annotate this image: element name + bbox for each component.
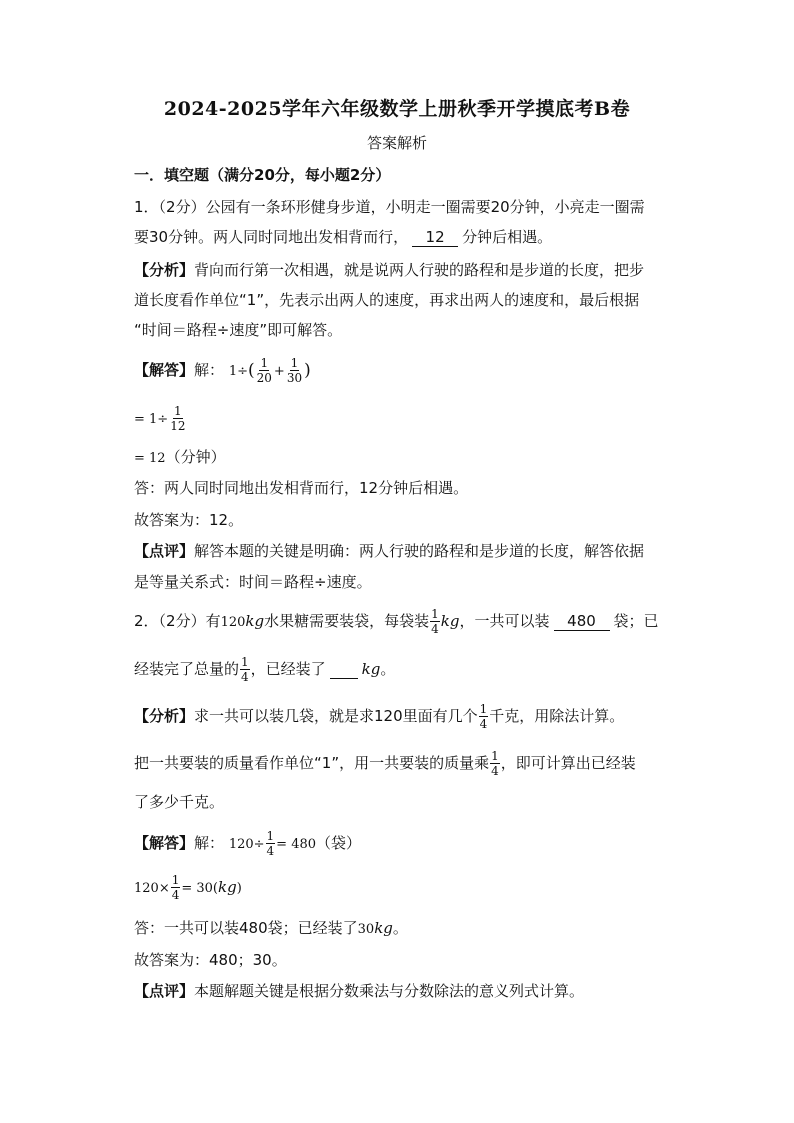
solution-tag: 【解答】 <box>134 361 195 379</box>
fraction-1-30: $\frac{1}{30}$ <box>286 356 303 385</box>
q1-final-answer: 故答案为：12。 <box>134 511 244 529</box>
q1-solution-eq2: = 1÷ $\frac{1}{12}$ <box>134 404 186 433</box>
page-title: 2024-2025学年六年级数学上册秋季开学摸底考B卷 <box>163 98 631 120</box>
comment-tag: 【点评】 <box>134 542 195 560</box>
q2-answer-blank-1: 480 <box>554 612 610 631</box>
q1-line-1: 1．（2分）公园有一条环形健身步道，小明走一圈需要20分钟，小亮走一圈需 <box>134 198 645 216</box>
solution-tag: 【解答】 <box>134 834 195 852</box>
q1-analysis-1: 【分析】背向而行第一次相遇，就是说两人行驶的路程和是步道的长度，把步 <box>134 261 645 279</box>
fraction-1-4: $\frac{1}{4}$ <box>479 702 488 731</box>
q1-solution-eq3: = 12（分钟） <box>134 448 226 466</box>
fraction-1-12: $\frac{1}{12}$ <box>170 404 186 433</box>
q2-analysis-3: 了多少千克。 <box>134 793 225 811</box>
q2-line-1: 2．（2分）有120kg水果糖需要装袋，每袋装 $\frac{1}{4}$ kg，一共可以装 480 袋；已 <box>134 607 659 636</box>
q1-line-2: 要30分钟。两人同时同地出发相背而行， 12 分钟后相遇。 <box>134 228 553 246</box>
q2-solution-eq2: 120× $\frac{1}{4}$ = 30(kg) <box>134 873 242 902</box>
q2-analysis-1: 【分析】求一共可以装几袋，就是求120里面有几个 $\frac{1}{4}$ 千克，用除法计算。 <box>134 702 625 731</box>
q2-analysis-2: 把一共要装的质量看作单位“1”，用一共要装的质量乘 $\frac{1}{4}$ ，即可计算出已经装 <box>134 749 636 778</box>
fraction-1-4: $\frac{1}{4}$ <box>431 607 439 636</box>
q1-analysis-2: 道长度看作单位“1”，先表示出两人的速度，再求出两人的速度和，最后根据 <box>134 291 640 309</box>
fraction-1-4: $\frac{1}{4}$ <box>266 829 275 858</box>
q1-answer-line: 答：两人同时同地出发相背而行，12分钟后相遇。 <box>134 479 469 497</box>
comment-tag: 【点评】 <box>134 982 195 1000</box>
q2-final-answer: 故答案为：480；30。 <box>134 951 287 969</box>
fraction-1-20: $\frac{1}{20}$ <box>256 356 272 385</box>
q1-answer-blank: 12 <box>412 228 458 247</box>
analysis-tag: 【分析】 <box>134 707 195 725</box>
page-subtitle: 答案解析 <box>366 134 427 152</box>
q2-line-2: 经装完了总量的 $\frac{1}{4}$ ，已经装了 kg。 <box>134 655 396 684</box>
q1-comment-2: 是等量关系式：时间＝路程÷速度。 <box>134 573 372 591</box>
q1-solution-eq1: 【解答】解： 1÷( $\frac{1}{20}$ + $\frac{1}{30}$ ) <box>134 356 311 385</box>
q2-answer-blank-2 <box>330 660 358 679</box>
analysis-tag: 【分析】 <box>134 261 195 279</box>
q2-answer-line: 答：一共可以装480袋；已经装了30kg。 <box>134 919 408 937</box>
q2-comment-1: 【点评】本题解题关键是根据分数乘法与分数除法的意义列式计算。 <box>134 982 585 1000</box>
q1-comment-1: 【点评】解答本题的关键是明确：两人行驶的路程和是步道的长度，解答依据 <box>134 542 645 560</box>
fraction-1-4: $\frac{1}{4}$ <box>171 873 180 902</box>
fraction-1-4: $\frac{1}{4}$ <box>491 749 499 778</box>
fraction-1-4: $\frac{1}{4}$ <box>241 655 249 684</box>
section-heading: 一．填空题（满分20分，每小题2分） <box>134 166 391 184</box>
q2-solution-eq1: 【解答】解： 120÷ $\frac{1}{4}$ = 480（袋） <box>134 829 362 858</box>
q1-analysis-3: “时间＝路程÷速度”即可解答。 <box>134 321 343 339</box>
